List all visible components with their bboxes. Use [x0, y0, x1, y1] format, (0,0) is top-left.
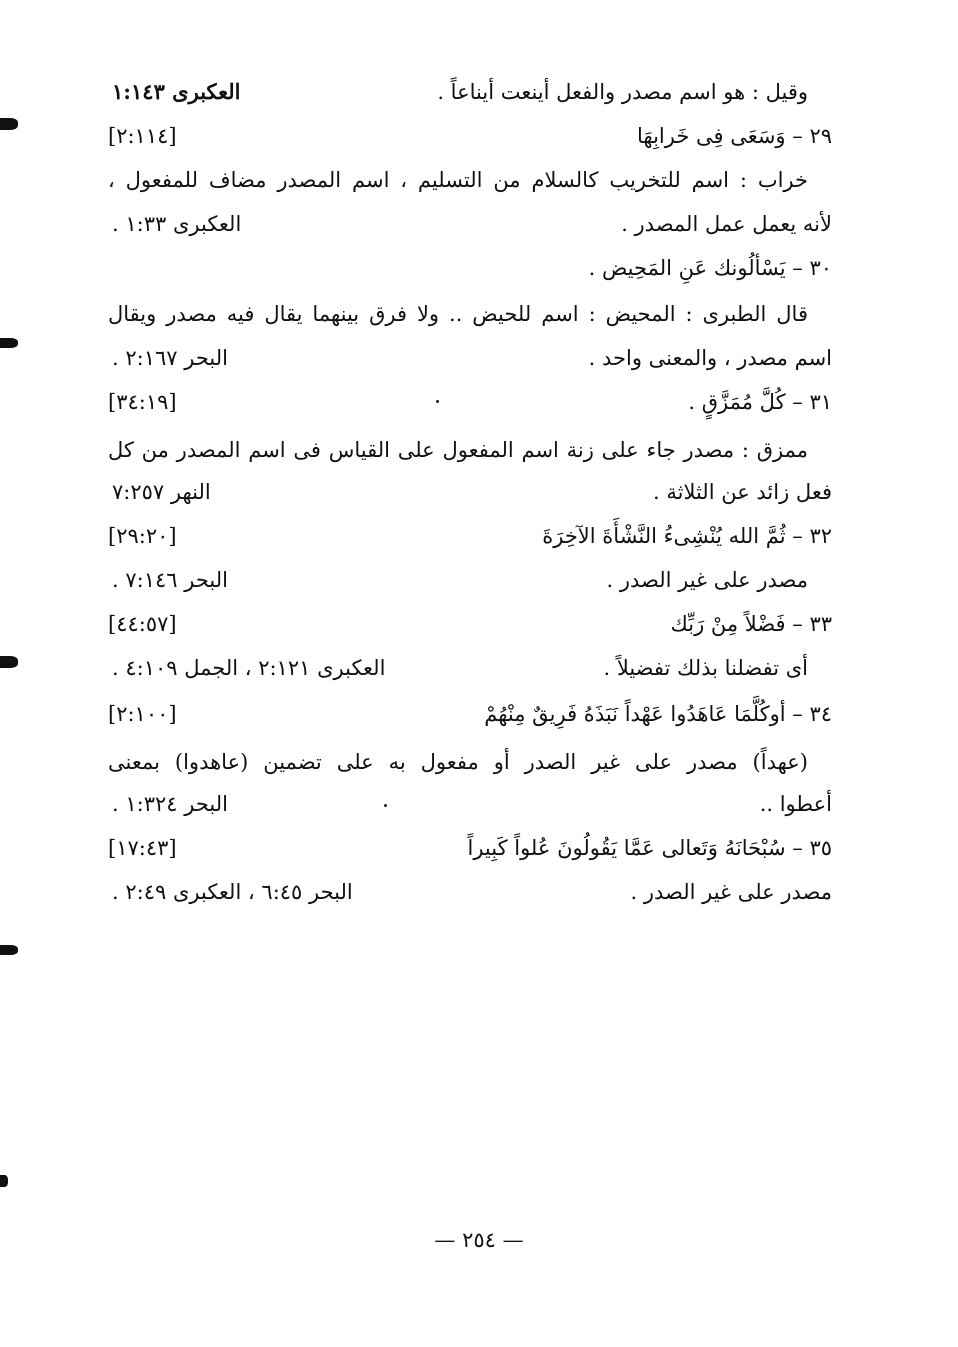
line-text: مصدر على غير الصدر .	[630, 880, 832, 904]
verse-line	[108, 692, 832, 736]
verse-reference: [١٧:٤٣]	[108, 836, 177, 860]
line-source-ref: العكبرى ١:٣٣ .	[112, 212, 242, 236]
verse-text: ٣١ – كُلَّ مُمَزَّقٍ .	[688, 390, 832, 414]
line-text: (عهداً) مصدر على غير الصدر أو مفعول به على تضمين (عاهدوا) بمعنى	[108, 750, 808, 774]
line-source-ref: البحر ٧:١٤٦ .	[112, 568, 228, 592]
verse-reference: [٢:١٠٠]	[108, 702, 177, 726]
line-source-ref: النهر ٧:٢٥٧	[112, 480, 211, 504]
binding-hole-mark	[0, 656, 18, 668]
verse-text: ٣٣ – فَضْلاً مِنْ رَبِّك	[670, 612, 832, 636]
line-text: خراب : اسم للتخريب كالسلام من التسليم ، اسم المصدر مضاف للمفعول ،	[108, 168, 808, 192]
verse-text: ٢٩ – وَسَعَى فِى خَرابِهَا	[636, 124, 832, 148]
line-text: اسم مصدر ، والمعنى واحد .	[588, 346, 832, 370]
verse-text: ٣٥ – سُبْحَانَهُ وَتَعالى عَمَّا يَقُولُونَ عُلواً كَبِيراً	[467, 836, 832, 860]
line-source-ref: العكبرى ٢:١٢١ ، الجمل ٤:١٠٩ .	[112, 656, 386, 680]
text-line	[108, 292, 832, 336]
text-line	[108, 782, 832, 826]
verse-text: ٣٤ – أوكُلَّمَا عَاهَدُوا عَهْداً نَبَذَهُ فَرِيقٌ مِنْهُمْ	[484, 702, 832, 726]
verse-line	[108, 826, 832, 870]
verse-reference: [٢:١١٤]	[108, 124, 177, 148]
binding-hole-mark	[0, 338, 18, 348]
line-source-ref: البحر ٢:١٦٧ .	[112, 346, 228, 370]
text-line	[108, 428, 832, 472]
text-line	[108, 558, 832, 602]
binding-hole-mark	[0, 1175, 8, 1187]
text-line	[108, 870, 832, 914]
line-source-ref: البحر ٦:٤٥ ، العكبرى ٢:٤٩ .	[112, 880, 353, 904]
verse-reference: [٤٤:٥٧]	[108, 612, 177, 636]
binding-hole-mark	[0, 118, 18, 130]
line-text: أعطوا ..	[759, 792, 832, 816]
verse-line	[108, 246, 832, 290]
text-line	[108, 740, 832, 784]
text-line	[108, 470, 832, 514]
page-number: — ٢٥٤ —	[434, 1228, 524, 1252]
text-line	[108, 202, 832, 246]
binding-hole-mark	[0, 945, 18, 955]
line-text: قال الطبرى : المحيض : اسم للحيض .. ولا فرق بينهما يقال فيه مصدر ويقال	[108, 302, 808, 326]
verse-line	[108, 380, 832, 424]
text-line	[108, 158, 832, 202]
verse-line	[108, 114, 832, 158]
line-text: فعل زائد عن الثلاثة .	[652, 480, 832, 504]
verse-text: ٣٢ – ثُمَّ الله يُنْشِىءُ النَّشْأَةَ الآخِرَةَ	[542, 524, 832, 548]
line-text: أى تفضلنا بذلك تفضيلاً .	[603, 656, 808, 680]
text-line	[108, 70, 832, 114]
line-text: لأنه يعمل عمل المصدر .	[621, 212, 832, 236]
line-source-ref: العكبرى ١:١٤٣	[112, 79, 241, 104]
verse-reference: [٣٤:١٩]	[108, 390, 177, 414]
verse-text: ٣٠ – يَسْألُونك عَنِ المَحِيض .	[588, 256, 832, 280]
line-text: مصدر على غير الصدر .	[606, 568, 808, 592]
verse-reference: [٢٩:٢٠]	[108, 524, 177, 548]
text-line	[108, 336, 832, 380]
line-source-ref: البحر ١:٣٢٤ .	[112, 792, 228, 816]
line-text: وقيل : هو اسم مصدر والفعل أينعت أيناعاً .	[437, 80, 808, 104]
verse-line	[108, 514, 832, 558]
verse-line	[108, 602, 832, 646]
line-text: ممزق : مصدر جاء على زنة اسم المفعول على القياس فى اسم المصدر من كل	[108, 438, 808, 462]
text-line	[108, 646, 832, 690]
